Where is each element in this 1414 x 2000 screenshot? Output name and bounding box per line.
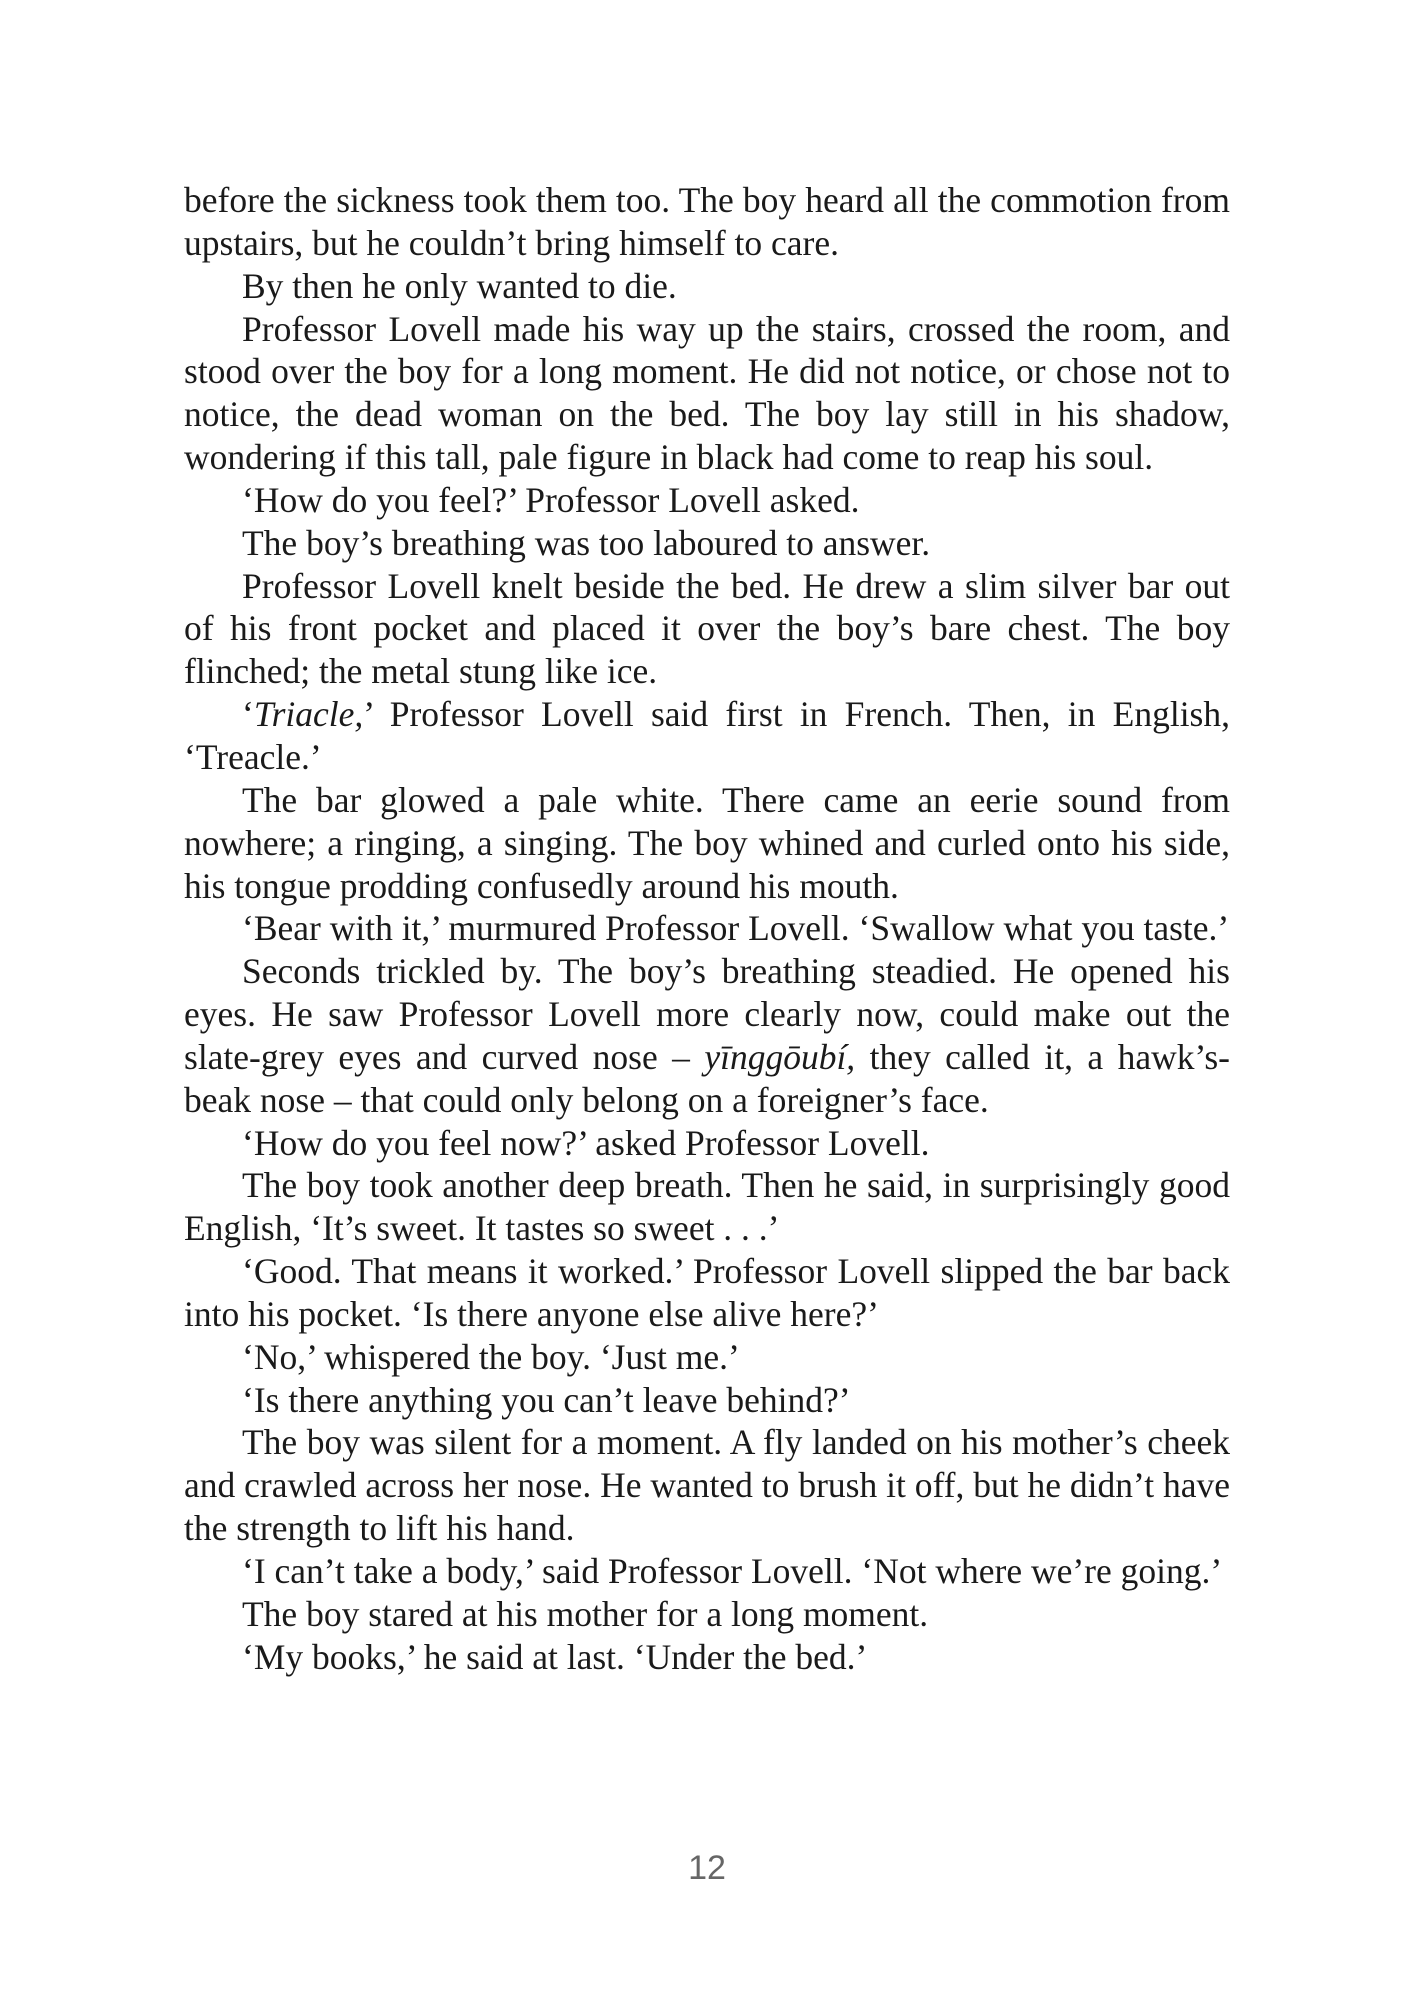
paragraph [184, 1122, 1230, 1165]
paragraph [184, 522, 1230, 565]
paragraph-text: The boy was silent for a moment. A fly landed on his mother’s cheek and crawled across her nose. He wanted to brush it off, but he didn’t have the strength to lift his hand. [184, 1422, 1230, 1549]
paragraph [184, 308, 1230, 479]
paragraph [184, 950, 1230, 1121]
paragraph [184, 1636, 1230, 1679]
paragraph-text: they called it, a hawk’s-beak nose – that could only belong on a foreigner’s face. [184, 1036, 1230, 1120]
paragraph-text: before the sickness took them too. The boy heard all the commotion from upstairs, but he couldn’t bring himself to care. [184, 180, 1230, 263]
paragraph [184, 1336, 1230, 1379]
paragraph-text: The bar glowed a pale white. There came an eerie sound from nowhere; a ringing, a singing. The boy whined and curled onto his side, his tongue prodding confusedly around his mouth. [184, 779, 1230, 906]
paragraph [184, 479, 1230, 522]
paragraph-text: ‘Good. That means it worked.’ Professor Lovell slipped the bar back into his pocket. ‘Is there anyone else alive here?’ [184, 1251, 1230, 1334]
paragraph [184, 693, 1230, 779]
paragraph [184, 1379, 1230, 1422]
paragraph-text: ‘How do you feel now?’ asked Professor Lovell. [242, 1122, 930, 1163]
paragraph [184, 907, 1230, 950]
paragraph-text: ‘No,’ whispered the boy. ‘Just me.’ [242, 1336, 740, 1377]
paragraph [184, 779, 1230, 908]
italic-word: yīnggōubí, [704, 1036, 856, 1077]
paragraph [184, 265, 1230, 308]
paragraph-text: The boy’s breathing was too laboured to answer. [242, 522, 931, 563]
page-number: 12 [688, 1849, 726, 1887]
paragraph-text: ‘Is there anything you can’t leave behind?’ [242, 1379, 851, 1420]
paragraph-text: ‘ [242, 694, 254, 735]
paragraph [184, 1164, 1230, 1250]
paragraph-text: ‘My books,’ he said at last. ‘Under the bed.’ [242, 1636, 868, 1677]
paragraph-text: The boy stared at his mother for a long moment. [242, 1593, 929, 1634]
paragraph-text: By then he only wanted to die. [242, 265, 677, 306]
paragraph [184, 179, 1230, 265]
paragraph-text: ’ Professor Lovell said first in French. Then, in English, ‘Treacle.’ [184, 694, 1230, 777]
paragraph [184, 1593, 1230, 1636]
paragraph [184, 565, 1230, 694]
italic-word: Triacle, [253, 694, 364, 735]
paragraph-text: Seconds trickled by. The boy’s breathing steadied. He opened his eyes. He saw Professor Lovell more clearly now, could make out the slate-grey eyes and curved nose – [184, 951, 1230, 1077]
paragraph [184, 1421, 1230, 1550]
paragraph [184, 1250, 1230, 1336]
paragraph-text: ‘Bear with it,’ murmured Professor Lovell. ‘Swallow what you taste.’ [242, 908, 1230, 949]
paragraph-text: The boy took another deep breath. Then he said, in surprisingly good English, ‘It’s sweet. It tastes so sweet . . .’ [184, 1165, 1230, 1249]
paragraph-text: Professor Lovell made his way up the stairs, crossed the room, and stood over the boy for a long moment. He did not notice, or chose not to notice, the dead woman on the bed. The boy lay still in his shadow, wondering if this tall, pale figure in black had come to reap his soul. [184, 308, 1230, 478]
paragraph-text: Professor Lovell knelt beside the bed. He drew a slim silver bar out of his front pocket and placed it over the boy’s bare chest. The boy flinched; the metal stung like ice. [184, 565, 1230, 692]
book-page [184, 0, 1230, 2000]
paragraph-text: ‘I can’t take a body,’ said Professor Lovell. ‘Not where we’re going.’ [242, 1551, 1223, 1591]
paragraph [184, 1550, 1230, 1593]
paragraph-text: ‘How do you feel?’ Professor Lovell asked. [242, 479, 860, 520]
body-text [184, 179, 1230, 1679]
